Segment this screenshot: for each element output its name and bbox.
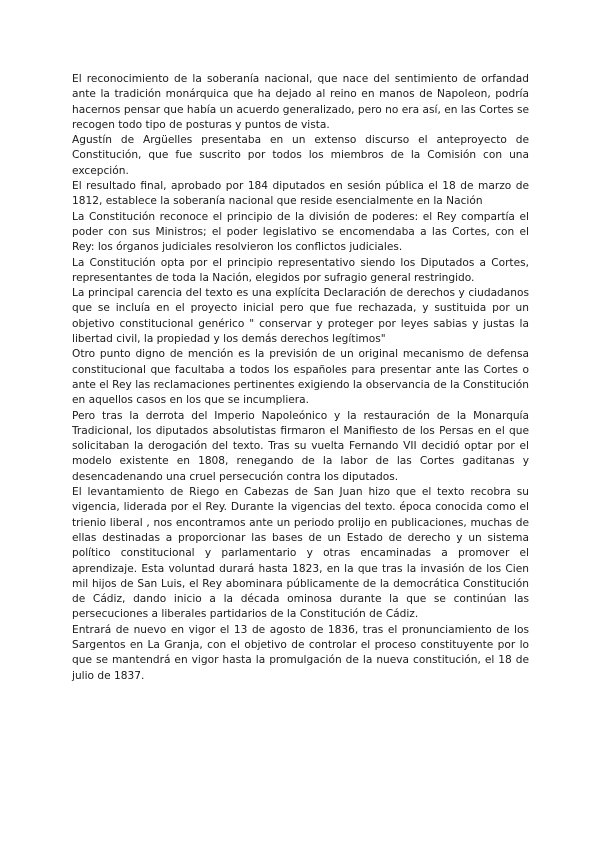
paragraph-resultado: El resultado final, aprobado por 184 diputados en sesión pública el 18 de marzo de 1812, establece la soberanía nacional que reside esencialmente en la Nación	[72, 180, 529, 208]
paragraph-representativo: La Constitución opta por el principio representativo siendo los Diputados a Cortes, representantes de toda la Nación, elegidos por sufragio general restringido.	[72, 256, 529, 284]
paragraph-carencia: La principal carencia del texto es una explícita Declaración de derechos y ciudadanos que se incluía en el proyecto inicial pero que fue rechazada, y sustituida por un objetivo constitucional genérico " conservar y proteger por leyes sabias y justas la libertad civil, la propiedad y los demás derechos legítimos"	[72, 287, 529, 346]
paragraph-arguelles: Agustín de Argüelles presentaba en un extenso discurso el anteproyecto de Constitución, que fue suscrito por todos los miembros de la Comisión con una excepción.	[72, 134, 529, 177]
paragraph-riego: El levantamiento de Riego en Cabezas de San Juan hizo que el texto recobra su vigencia, liderada por el Rey. Durante la vigencias del texto. época conocida como el trienio liberal , nos encontramos ante un periodo prolijo en publicaciones, muchas de ellas destinadas a proporcionar las bases de un Estado de derecho y un sistema político constitucional y parlamentario y otras encaminadas a promover el aprendizaje. Esta voluntad durará hasta 1823, en la que tras la invasión de los Cien mil hijos de San Luis, el Rey abominara públicamente de la democrática Constitución de Cádiz, dando inicio a la década ominosa durante la que se continúan las persecuciones a liberales partidarios de la Constitución de Cádiz.	[72, 486, 529, 621]
paragraph-defensa: Otro punto digno de mención es la previsión de un original mecanismo de defensa constitucional que facultaba a todos los españoles para presentar ante las Cortes o ante el Rey las reclamaciones pertinentes exigiendo la observancia de la Constitución en aquellos casos en los que se incumpliera.	[72, 348, 529, 407]
document-page	[72, 72, 529, 684]
paragraph-1836: Entrará de nuevo en vigor el 13 de agosto de 1836, tras el pronunciamiento de los Sargentos en La Granja, con el objetivo de controlar el proceso constituyente por lo que se mantendrá en vigor hasta la promulgación de la nueva constitución, el 18 de julio de 1837.	[72, 623, 529, 682]
paragraph-division-poderes: La Constitución reconoce el principio de la división de poderes: el Rey compartía el poder con sus Ministros; el poder legislativo se encomendaba a las Cortes, con el Rey: los órganos judiciales resolvieron los conflictos judiciales.	[72, 210, 529, 254]
paragraph-soberania: El reconocimiento de la soberanía nacional, que nace del sentimiento de orfandad ante la tradición monárquica que ha dejado al reino en manos de Napoleon, podría hacernos pensar que había un acuerdo generalizado, pero no era así, en las Cortes se recogen todo tipo de posturas y puntos de vista.	[72, 73, 529, 131]
paragraph-derrota: Pero tras la derrota del Imperio Napoleónico y la restauración de la Monarquía Tradicional, los diputados absolutistas firmaron el Manifiesto de los Persas en el que solicitaban la derogación del texto. Tras su vuelta Fernando VII decidió optar por el modelo existente en 1808, renegando de la labor de las Cortes gaditanas y desencadenando una cruel persecución contra los diputados.	[72, 409, 529, 483]
